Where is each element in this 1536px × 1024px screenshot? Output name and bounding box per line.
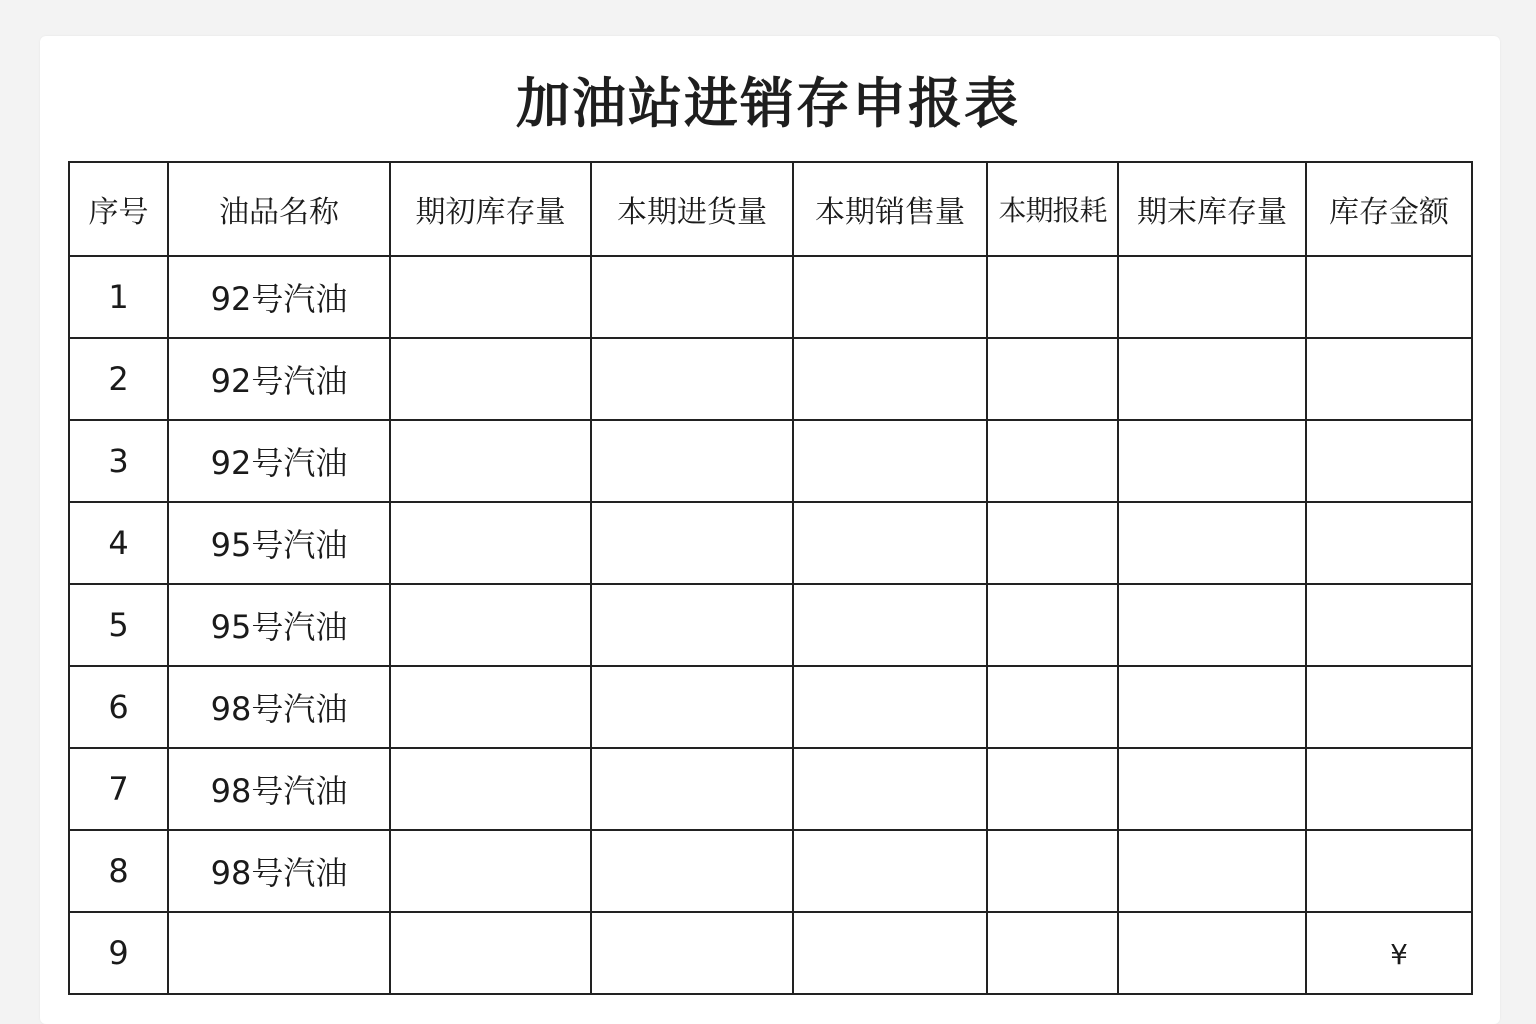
column-header-opening: 期初库存量 [390, 162, 591, 256]
column-header-sales: 本期销售量 [793, 162, 987, 256]
cell-product: 98号汽油 [168, 830, 390, 912]
cell-loss[interactable] [987, 666, 1118, 748]
cell-purchase[interactable] [591, 256, 793, 338]
cell-amount[interactable] [1306, 666, 1472, 748]
cell-purchase[interactable] [591, 420, 793, 502]
table-row [69, 748, 1472, 830]
cell-opening[interactable] [390, 338, 591, 420]
cell-loss[interactable] [987, 830, 1118, 912]
cell-closing[interactable] [1118, 338, 1306, 420]
cell-sales[interactable] [793, 420, 987, 502]
cell-amount[interactable] [1306, 912, 1472, 994]
table-row [69, 912, 1472, 994]
column-header-purchase: 本期进货量 [591, 162, 793, 256]
cell-sales[interactable] [793, 256, 987, 338]
cell-index: 9 [69, 912, 168, 994]
cell-purchase[interactable] [591, 748, 793, 830]
cell-product: 98号汽油 [168, 748, 390, 830]
cell-opening[interactable] [390, 256, 591, 338]
header-row [69, 162, 1472, 256]
currency-symbol: ¥ [1390, 938, 1408, 971]
cell-opening[interactable] [390, 502, 591, 584]
cell-purchase[interactable] [591, 338, 793, 420]
table-row [69, 338, 1472, 420]
cell-loss[interactable] [987, 338, 1118, 420]
cell-index: 2 [69, 338, 168, 420]
column-header-loss: 本期报耗 [987, 162, 1118, 256]
column-header-amount: 库存金额 [1306, 162, 1472, 256]
cell-opening[interactable] [390, 912, 591, 994]
cell-index: 6 [69, 666, 168, 748]
cell-amount[interactable] [1306, 420, 1472, 502]
cell-closing[interactable] [1118, 666, 1306, 748]
cell-sales[interactable] [793, 912, 987, 994]
cell-product: 95号汽油 [168, 502, 390, 584]
cell-product [168, 912, 390, 994]
cell-loss[interactable] [987, 748, 1118, 830]
page-title: 加油站进销存申报表 [516, 72, 1020, 135]
cell-loss[interactable] [987, 584, 1118, 666]
cell-sales[interactable] [793, 502, 987, 584]
cell-purchase[interactable] [591, 502, 793, 584]
cell-purchase[interactable] [591, 830, 793, 912]
table-row [69, 584, 1472, 666]
cell-loss[interactable] [987, 420, 1118, 502]
table-row [69, 830, 1472, 912]
cell-index: 4 [69, 502, 168, 584]
report-table [68, 161, 1473, 995]
cell-amount[interactable] [1306, 338, 1472, 420]
cell-closing[interactable] [1118, 420, 1306, 502]
cell-purchase[interactable] [591, 666, 793, 748]
cell-amount[interactable] [1306, 502, 1472, 584]
cell-opening[interactable] [390, 420, 591, 502]
cell-product: 95号汽油 [168, 584, 390, 666]
cell-opening[interactable] [390, 666, 591, 748]
cell-closing[interactable] [1118, 830, 1306, 912]
cell-product: 98号汽油 [168, 666, 390, 748]
table-body [69, 256, 1472, 994]
table-row [69, 256, 1472, 338]
table-row [69, 420, 1472, 502]
cell-product: 92号汽油 [168, 338, 390, 420]
cell-product: 92号汽油 [168, 420, 390, 502]
cell-index: 1 [69, 256, 168, 338]
cell-opening[interactable] [390, 748, 591, 830]
cell-index: 5 [69, 584, 168, 666]
cell-purchase[interactable] [591, 584, 793, 666]
cell-opening[interactable] [390, 584, 591, 666]
cell-loss[interactable] [987, 912, 1118, 994]
cell-closing[interactable] [1118, 748, 1306, 830]
cell-sales[interactable] [793, 584, 987, 666]
cell-closing[interactable] [1118, 502, 1306, 584]
cell-index: 7 [69, 748, 168, 830]
cell-loss[interactable] [987, 256, 1118, 338]
cell-closing[interactable] [1118, 584, 1306, 666]
table-row [69, 502, 1472, 584]
cell-sales[interactable] [793, 748, 987, 830]
cell-purchase[interactable] [591, 912, 793, 994]
cell-opening[interactable] [390, 830, 591, 912]
cell-index: 8 [69, 830, 168, 912]
cell-closing[interactable] [1118, 912, 1306, 994]
column-header-index: 序号 [69, 162, 168, 256]
cell-amount[interactable] [1306, 584, 1472, 666]
cell-sales[interactable] [793, 666, 987, 748]
cell-loss[interactable] [987, 502, 1118, 584]
column-header-product: 油品名称 [168, 162, 390, 256]
cell-sales[interactable] [793, 830, 987, 912]
cell-product: 92号汽油 [168, 256, 390, 338]
cell-amount[interactable] [1306, 830, 1472, 912]
cell-amount[interactable] [1306, 748, 1472, 830]
cell-amount[interactable] [1306, 256, 1472, 338]
column-header-closing: 期末库存量 [1118, 162, 1306, 256]
cell-sales[interactable] [793, 338, 987, 420]
cell-index: 3 [69, 420, 168, 502]
cell-closing[interactable] [1118, 256, 1306, 338]
table-row [69, 666, 1472, 748]
